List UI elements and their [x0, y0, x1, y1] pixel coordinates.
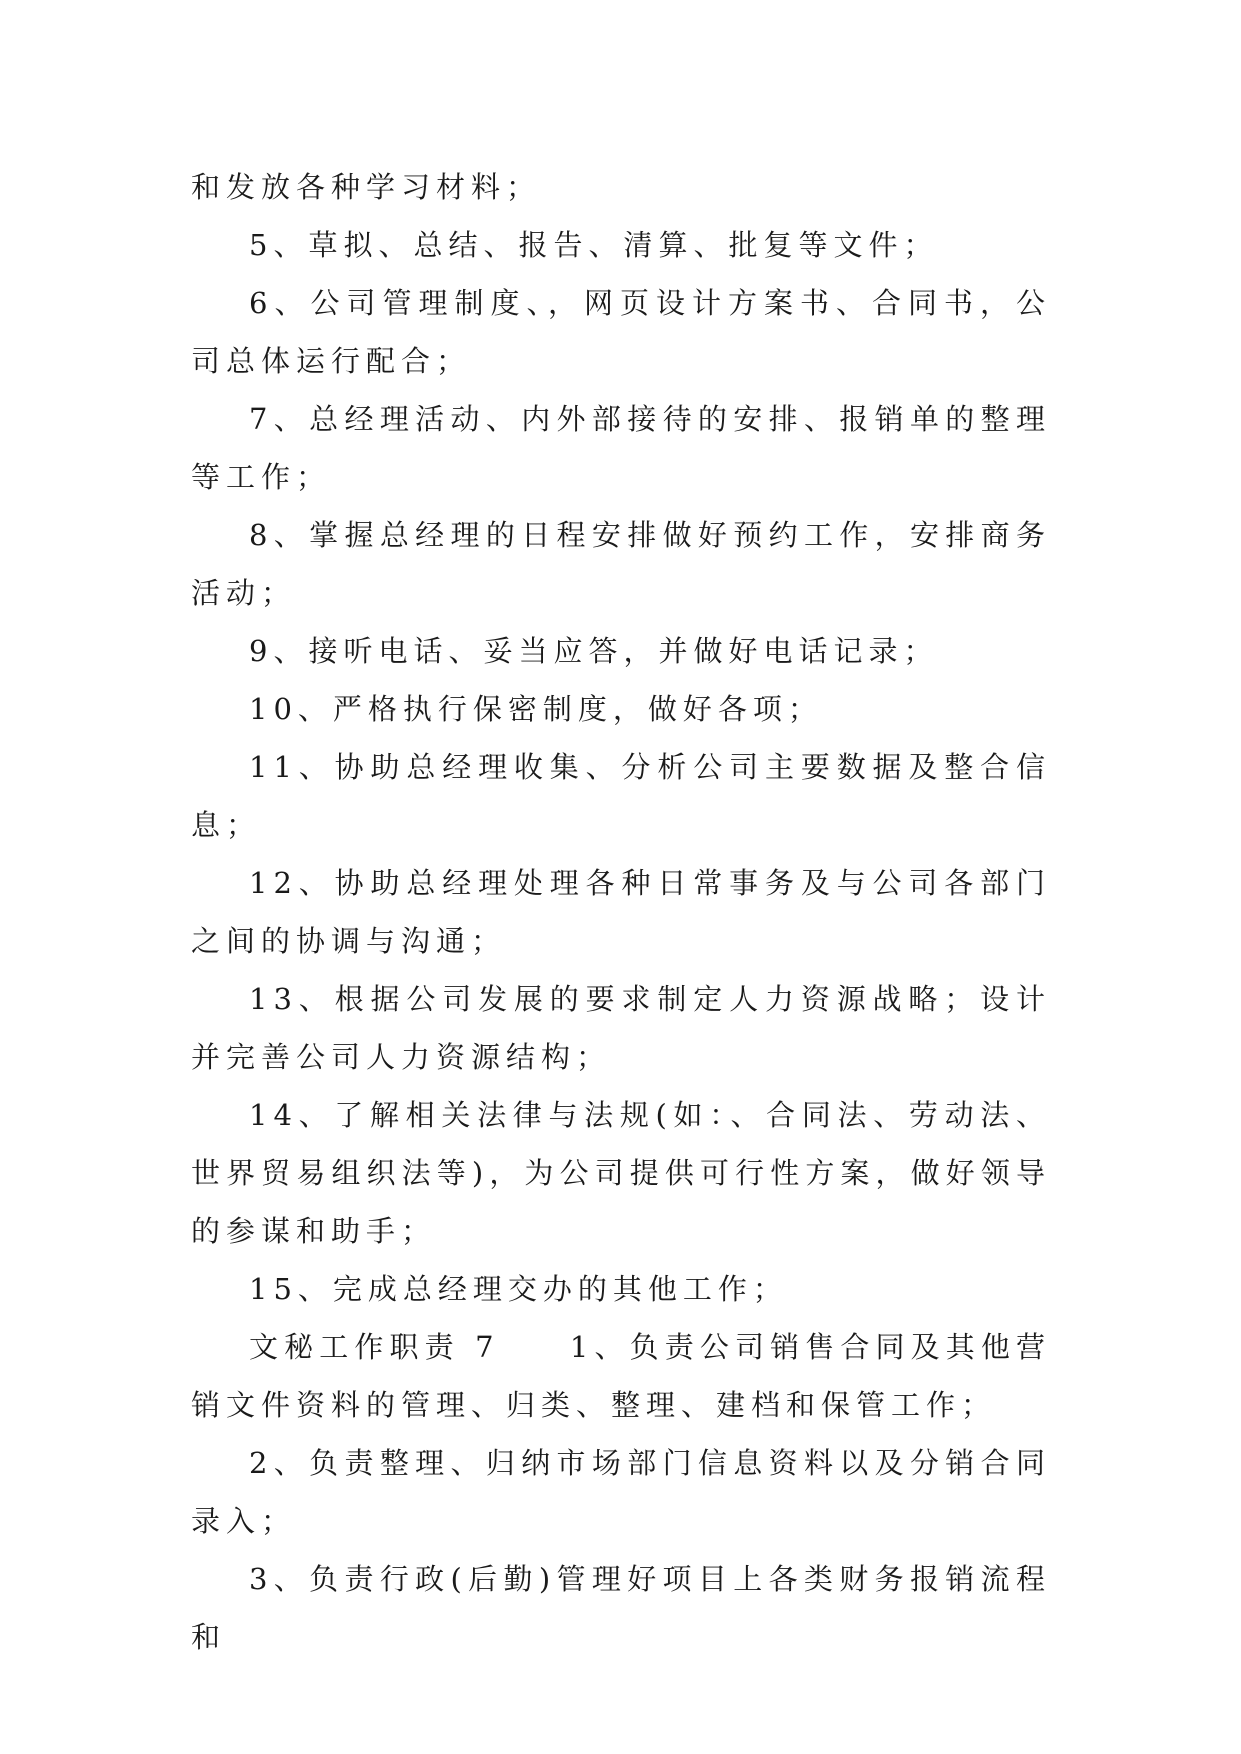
document-body	[191, 158, 1051, 1666]
paragraph: 3、负责行政(后勤)管理好项目上各类财务报销流程和	[191, 1562, 1051, 1654]
paragraph: 文秘工作职责 7 1、负责公司销售合同及其他营销文件资料的管理、归类、整理、建档和保管工作；	[191, 1330, 1051, 1422]
paragraph: 2、负责整理、归纳市场部门信息资料以及分销合同录入；	[191, 1446, 1051, 1538]
paragraph: 8、掌握总经理的日程安排做好预约工作，安排商务活动；	[191, 518, 1051, 610]
paragraph: 11、协助总经理收集、分析公司主要数据及整合信息；	[191, 750, 1051, 842]
paragraph: 14、了解相关法律与法规(如：、合同法、劳动法、世界贸易组织法等)，为公司提供可行性方案，做好领导的参谋和助手；	[191, 1098, 1051, 1248]
paragraph: 7、总经理活动、内外部接待的安排、报销单的整理等工作；	[191, 402, 1051, 494]
paragraph: 9、接听电话、妥当应答，并做好电话记录；	[249, 634, 939, 668]
paragraph: 10、严格执行保密制度，做好各项；	[249, 692, 823, 726]
paragraph: 5、草拟、总结、报告、清算、批复等文件；	[249, 228, 939, 262]
paragraph: 6、公司管理制度、，网页设计方案书、合同书，公司总体运行配合；	[191, 286, 1051, 378]
paragraph: 15、完成总经理交办的其他工作；	[249, 1272, 788, 1306]
paragraph: 和发放各种学习材料；	[191, 170, 542, 204]
paragraph: 12、协助总经理处理各种日常事务及与公司各部门之间的协调与沟通；	[191, 866, 1051, 958]
paragraph: 13、根据公司发展的要求制定人力资源战略；设计并完善公司人力资源结构；	[191, 982, 1051, 1074]
